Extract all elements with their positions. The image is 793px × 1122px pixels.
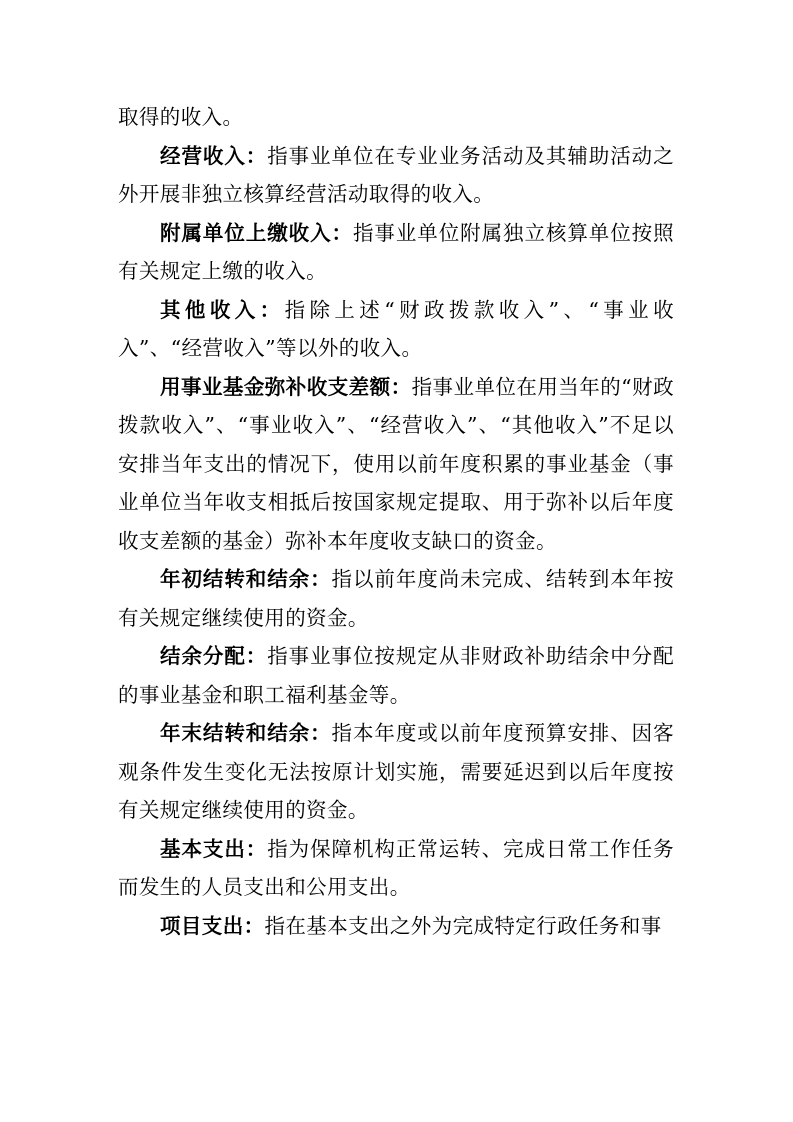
paragraph-text: 指事业事位按规定从非财政补助结余中分配的事业基金和职工福利基金等。	[118, 644, 674, 707]
term-label: 附属单位上缴收入：	[160, 220, 353, 245]
term-label: 项目支出：	[160, 913, 265, 938]
term-label: 经营收入：	[160, 143, 268, 168]
paragraph-text: 指为保障机构正常运转、完成日常工作任务而发生的人员支出和公用支出。	[118, 836, 674, 899]
paragraph-closing-balance	[118, 714, 674, 830]
term-label: 年初结转和结余：	[160, 567, 332, 591]
document-body	[118, 98, 674, 945]
paragraph-surplus-distribution	[118, 637, 674, 714]
paragraph-text: 指事业单位在专业业务活动及其辅助活动之外开展非独立核算经营活动取得的收入。	[118, 143, 674, 206]
term-label: 年末结转和结余：	[160, 721, 332, 745]
paragraph-subsidiary-income	[118, 214, 674, 291]
paragraph-text: 取得的收入。	[118, 105, 244, 129]
term-label: 结余分配：	[160, 644, 268, 668]
paragraph-basic-expenditure	[118, 830, 674, 907]
paragraph-operating-income	[118, 137, 674, 214]
paragraph-text: 指本年度或以前年度预算安排、因客观条件发生变化无法按原计划实施，需要延迟到以后年度按有关规定继续使用的资金。	[118, 721, 674, 822]
term-label: 其他收入：	[160, 297, 285, 322]
term-label: 基本支出：	[160, 836, 268, 861]
paragraph-text: 指以前年度尚未完成、结转到本年按有关规定继续使用的资金。	[118, 567, 674, 630]
paragraph-text: 指事业单位在用当年的“财政拨款收入”、“事业收入”、“经营收入”、“其他收入”不足以安排当年支出的情况下，使用以前年度积累的事业基金（事业单位当年收支相抵后按国家规定提取、用于弥补以后年度收支差额的基金）弥补本年度收支缺口的资金。	[118, 374, 674, 553]
paragraph-opening-balance	[118, 560, 674, 637]
paragraph-text: 指事业单位附属独立核算单位按照有关规定上缴的收入。	[118, 220, 674, 283]
paragraph-other-income	[118, 291, 674, 368]
term-label: 用事业基金弥补收支差额：	[160, 374, 412, 399]
paragraph-continuation	[118, 98, 674, 137]
paragraph-project-expenditure	[118, 907, 674, 946]
paragraph-fund-offset	[118, 368, 674, 561]
paragraph-text: 指在基本支出之外为完成特定行政任务和事	[264, 913, 662, 938]
paragraph-text: 指除上述“财政拨款收入”、“事业收入”、“经营收入”等以外的收入。	[118, 297, 674, 360]
